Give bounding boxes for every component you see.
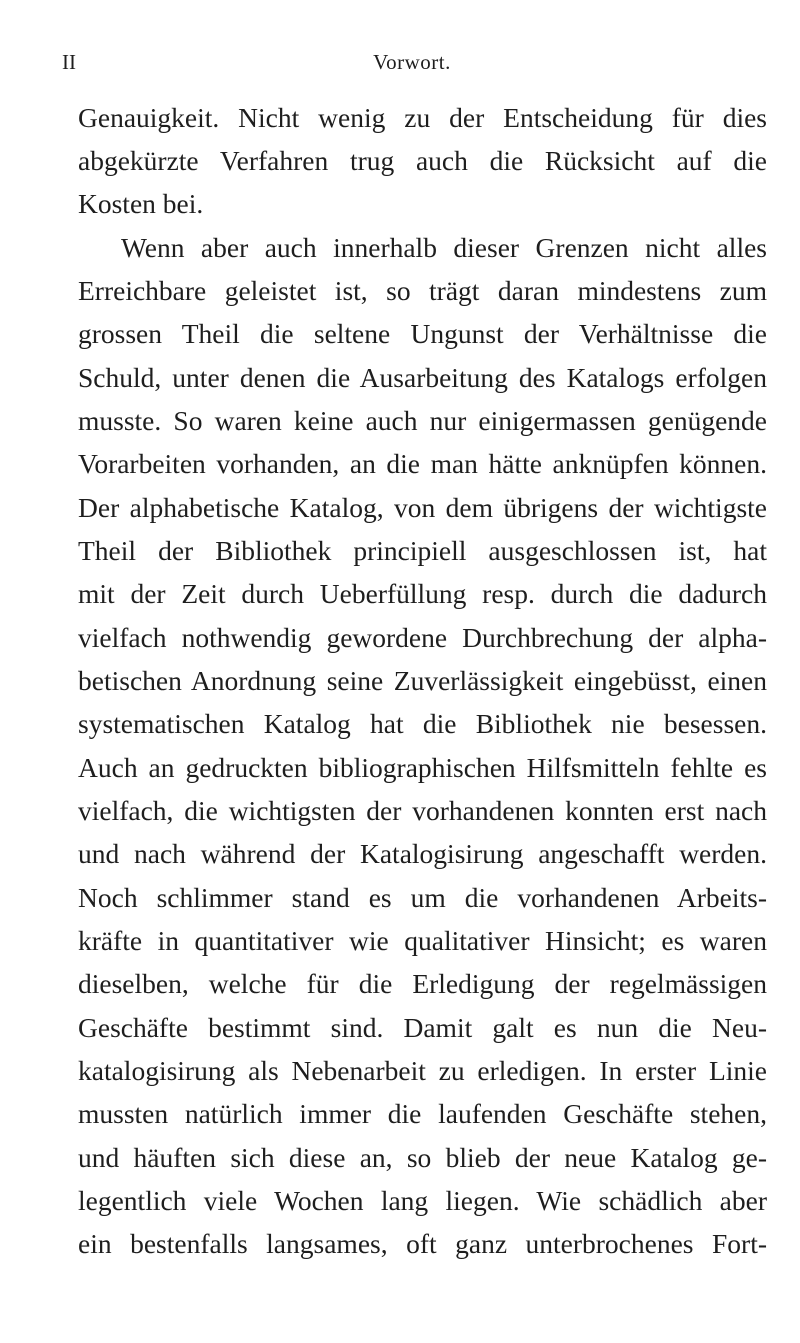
text-line: legentlich viele Wochen lang liegen. Wie schädlich aber <box>78 1185 767 1216</box>
text-line: Der alphabetische Katalog, von dem übrigens der wichtigste <box>78 492 767 523</box>
paragraph-first-line: Wenn aber auch innerhalb dieser Grenzen nicht alles <box>121 232 767 263</box>
text-line: Kosten bei. <box>78 188 204 219</box>
text-line: mit der Zeit durch Ueberfüllung resp. durch die dadurch <box>78 578 767 609</box>
text-line: mussten natürlich immer die laufenden Geschäfte stehen, <box>78 1098 767 1129</box>
page-number: II <box>62 50 76 74</box>
text-line: Erreichbare geleistet ist, so trägt daran mindestens zum <box>78 275 767 306</box>
text-line: Genauigkeit. Nicht wenig zu der Entscheidung für dies <box>78 102 767 133</box>
text-line: vielfach, die wichtigsten der vorhandenen konnten erst nach <box>78 795 767 826</box>
running-head: Vorwort. <box>373 50 451 74</box>
text-line: Geschäfte bestimmt sind. Damit galt es nun die Neu- <box>78 1012 767 1043</box>
text-line: und nach während der Katalogisirung angeschafft werden. <box>78 838 767 869</box>
text-line: ein bestenfalls langsames, oft ganz unterbrochenes Fort- <box>78 1228 767 1259</box>
text-line: vielfach nothwendig gewordene Durchbrechung der alpha- <box>78 622 767 653</box>
text-line: Vorarbeiten vorhanden, an die man hätte anknüpfen können. <box>78 448 767 479</box>
text-line: Auch an gedruckten bibliographischen Hilfsmitteln fehlte es <box>78 752 767 783</box>
text-line: kräfte in quantitativer wie qualitativer Hinsicht; es waren <box>78 925 767 956</box>
text-line: und häuften sich diese an, so blieb der neue Katalog ge- <box>78 1142 767 1173</box>
text-line: dieselben, welche für die Erledigung der regelmässigen <box>78 968 767 999</box>
text-line: betischen Anordnung seine Zuverlässigkeit eingebüsst, einen <box>78 665 767 696</box>
text-line: Theil der Bibliothek principiell ausgeschlossen ist, hat <box>78 535 767 566</box>
text-line: systematischen Katalog hat die Bibliothek nie besessen. <box>78 708 767 739</box>
text-line: musste. So waren keine auch nur einigermassen genügende <box>78 405 767 436</box>
text-line: Noch schlimmer stand es um die vorhandenen Arbeits- <box>78 882 767 913</box>
text-line: katalogisirung als Nebenarbeit zu erledigen. In erster Linie <box>78 1055 767 1086</box>
text-line: grossen Theil die seltene Ungunst der Verhältnisse die <box>78 318 767 349</box>
page-header <box>62 50 762 80</box>
text-line: abgekürzte Verfahren trug auch die Rücksicht auf die <box>78 145 767 176</box>
text-line: Schuld, unter denen die Ausarbeitung des Katalogs erfolgen <box>78 362 767 393</box>
